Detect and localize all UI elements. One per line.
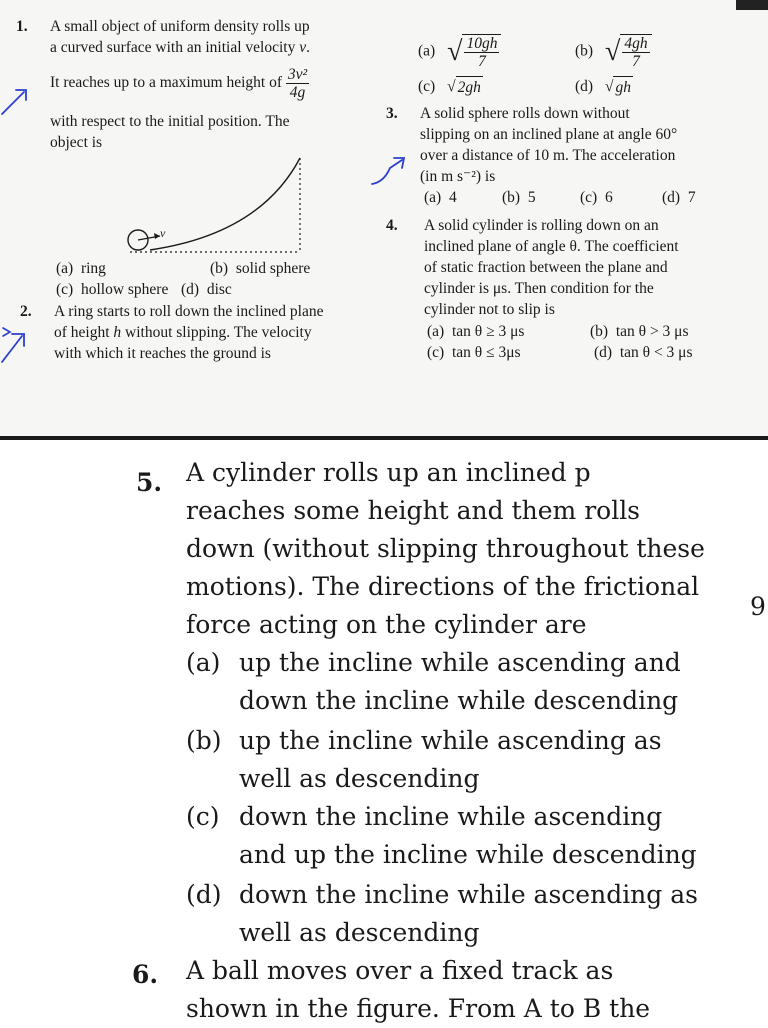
q1-number: 1. <box>16 18 28 35</box>
q4-option-d: (d) tan θ < 3 μs <box>594 344 693 361</box>
q3-option-a: (a) 4 <box>424 189 457 206</box>
q2-option-b: (b) √ $\frac{4gh}{7}$ <box>575 34 652 70</box>
q1-text-rest <box>50 111 290 153</box>
q1-line-3: It reaches up to a maximum height of <box>50 74 283 92</box>
q1-velocity-label: v <box>160 226 166 240</box>
q4-line-5: cylinder not to slip is <box>424 301 555 318</box>
q4-number: 4. <box>386 217 398 234</box>
q5-line-1: A cylinder rolls up an inclined p <box>186 458 591 487</box>
q3-line-4: (in m s⁻²) is <box>420 168 496 185</box>
q1-curved-surface-diagram <box>120 152 310 262</box>
q1-line-2: a curved surface with an initial velocity v. <box>50 39 310 56</box>
pen-check-mark-q3 <box>368 154 408 190</box>
q5-number: 5. <box>136 468 163 497</box>
upper-page <box>0 0 768 436</box>
q2-line-2: of height h without slipping. The velocity <box>54 324 312 341</box>
q1-height-fraction: $\frac{\text{3v²}}{4g}$ <box>287 66 308 101</box>
corner-mark <box>736 0 768 10</box>
q2-option-d: (d) √ gh <box>575 78 631 97</box>
q3-option-b: (b) 5 <box>502 189 536 206</box>
q3-option-c: (c) 6 <box>580 189 613 206</box>
page-number: 9 <box>750 592 766 621</box>
q4-option-c: (c) tan θ ≤ 3μs <box>427 344 521 361</box>
q4-text <box>424 215 679 320</box>
q1-option-b: (b) solid sphere <box>210 260 311 277</box>
q5-line-5: force acting on the cylinder are <box>186 610 587 639</box>
q2-number: 2. <box>20 303 32 320</box>
q1-option-c: (c) hollow sphere <box>56 281 169 298</box>
q1-option-d: (d) disc <box>181 281 232 298</box>
q2-line-1: A ring starts to roll down the inclined plane <box>54 303 324 320</box>
q6-text <box>186 952 650 1028</box>
q1-option-a: (a) ring <box>56 260 106 277</box>
q4-line-2: inclined plane of angle θ. The coefficient <box>424 238 679 255</box>
q1-line-4: with respect to the initial position. The <box>50 113 290 130</box>
q5-line-4: motions). The directions of the frictional <box>186 572 700 601</box>
q6-line-1: A ball moves over a fixed track as <box>186 956 614 985</box>
q4-line-4: cylinder is μs. Then condition for the <box>424 280 654 297</box>
q3-option-d: (d) 7 <box>662 189 696 206</box>
q4-option-a: (a) tan θ ≥ 3 μs <box>427 323 525 340</box>
q1-text-height <box>50 66 309 101</box>
q2-line-3: with which it reaches the ground is <box>54 345 271 362</box>
pen-check-mark-q1 <box>0 84 34 118</box>
q3-text <box>420 103 677 187</box>
q1-line-1: A small object of uniform density rolls up <box>50 18 310 35</box>
q5-line-3: down (without slipping throughout these <box>186 534 705 563</box>
q4-line-3: of static fraction between the plane and <box>424 259 668 276</box>
q3-line-2: slipping on an inclined plane at angle 60° <box>420 126 678 143</box>
q1-text <box>50 16 310 58</box>
q3-line-3: over a distance of 10 m. The acceleration <box>420 147 676 164</box>
pen-tick-mark <box>0 325 14 339</box>
q4-option-b: (b) tan θ > 3 μs <box>590 323 689 340</box>
q6-number: 6. <box>132 960 159 989</box>
q2-text <box>54 301 323 364</box>
q5-text <box>186 454 705 644</box>
q5-line-2: reaches some height and them rolls <box>186 496 641 525</box>
q1-line-5: object is <box>50 134 103 151</box>
q3-line-1: A solid sphere rolls down without <box>420 105 630 122</box>
q2-option-a: (a) √ $\frac{10gh}{7}$ <box>418 34 501 70</box>
q2-option-c: (c) √ 2gh <box>418 78 481 97</box>
q6-line-2: shown in the figure. From A to B the <box>186 994 651 1023</box>
q3-number: 3. <box>386 105 398 122</box>
q4-line-1: A solid cylinder is rolling down on an <box>424 217 659 234</box>
lower-page: 5. A cylinder rolls up an inclined p reaches some height and them rolls down (without slipping throughout these motions). The directions of the frictional force acting on the cylinder are (a) up the incline while ascending and down the incline while descending (b) up the incline while ascending as well as descending (c) down the incline while ascending and up the incline while descending (d) down the incline while ascending as well as descending 6. A ball moves over a fixed track as shown in the figure. From A to B the 9 <box>0 440 768 1024</box>
